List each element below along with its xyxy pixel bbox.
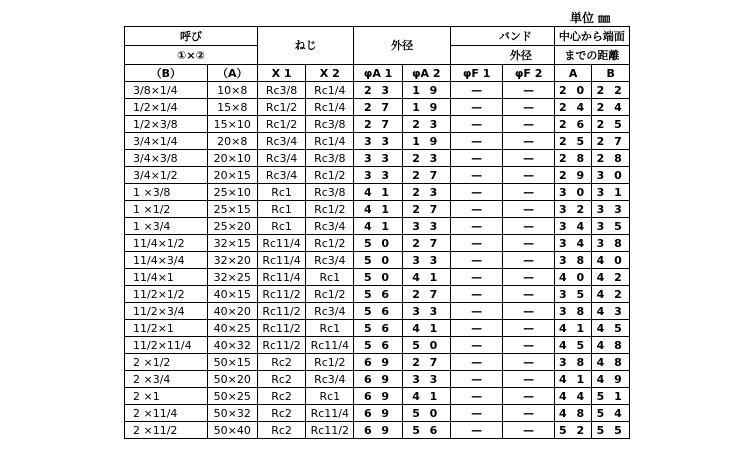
table-cell: 25×15 [207,201,257,218]
table-cell: 3/4×3/8 [125,150,208,167]
table-cell: 1/2×3/8 [125,116,208,133]
table-cell: 6 9 [354,422,402,439]
table-cell: 25×10 [207,184,257,201]
table-cell: 4 0 [592,252,630,269]
table-cell: Rc11/2 [257,320,305,337]
table-cell: 2 ×11/2 [125,422,208,439]
table-cell: 11/2×1 [125,320,208,337]
table-cell: 4 1 [402,269,450,286]
table-cell: 3 8 [554,252,592,269]
table-cell: Rc11/4 [306,405,354,422]
table-cell: 3/4×1/4 [125,133,208,150]
table-cell: Rc3/4 [306,218,354,235]
table-cell: — [503,388,554,405]
table-cell: — [503,354,554,371]
table-cell: 11/2×1/2 [125,286,208,303]
table-cell: — [503,99,554,116]
table-cell: — [503,320,554,337]
table-cell: Rc2 [257,371,305,388]
table-cell: 2 3 [354,82,402,99]
table-cell: Rc11/2 [306,422,354,439]
table-cell: Rc1 [257,218,305,235]
table-cell: Rc1/4 [306,82,354,99]
table-cell: 6 9 [354,388,402,405]
table-cell: — [503,371,554,388]
table-cell: 2 9 [554,167,592,184]
subheader-cell: A [554,65,592,82]
table-cell: 5 1 [592,388,630,405]
table-cell: 3 3 [402,218,450,235]
table-cell: 2 6 [554,116,592,133]
table-cell: 11/2×11/4 [125,337,208,354]
table-cell: 3 3 [354,150,402,167]
table-cell: — [503,337,554,354]
header-row-3 [125,65,630,82]
table-row [125,371,630,388]
table-cell: — [503,133,554,150]
table-cell: 2 5 [554,133,592,150]
table-row [125,320,630,337]
table-cell: 5 0 [402,337,450,354]
table-cell: 2 2 [592,82,630,99]
table-cell: Rc1/2 [306,354,354,371]
subheader-cell: φA 2 [402,65,450,82]
subheader-cell: φF 1 [450,65,503,82]
table-cell: 2 7 [402,167,450,184]
table-cell: 3/4×1/2 [125,167,208,184]
table-cell: — [450,201,503,218]
table-cell: — [503,218,554,235]
table-cell: 3 5 [554,286,592,303]
table-cell: Rc1/2 [306,286,354,303]
table-cell: — [503,303,554,320]
table-cell: 3 3 [402,303,450,320]
table-row [125,303,630,320]
table-cell: 2 7 [402,286,450,303]
table-cell: Rc3/4 [257,167,305,184]
table-row [125,422,630,439]
table-cell: 11/2×3/4 [125,303,208,320]
header-outer-dia: 外径 [354,27,450,65]
table-row [125,235,630,252]
table-cell: 1 ×3/8 [125,184,208,201]
table-cell: 40×32 [207,337,257,354]
table-row [125,388,630,405]
table-cell: — [450,184,503,201]
table-cell: — [450,422,503,439]
table-cell: 5 6 [354,303,402,320]
table-cell: Rc2 [257,422,305,439]
table-row [125,167,630,184]
table-cell: — [450,150,503,167]
table-cell: — [450,133,503,150]
table-cell: 50×32 [207,405,257,422]
subheader-cell: （B） [125,65,208,82]
table-cell: 4 1 [554,371,592,388]
header-row-1 [125,27,630,46]
table-cell: 4 3 [592,303,630,320]
table-cell: 40×20 [207,303,257,320]
table-cell: 2 5 [592,116,630,133]
table-cell: 3 4 [554,235,592,252]
table-cell: 5 6 [354,337,402,354]
table-cell: — [450,371,503,388]
table-cell: 4 5 [592,320,630,337]
table-cell: Rc3/8 [306,150,354,167]
table-cell: 5 6 [354,286,402,303]
table-cell: 4 4 [554,388,592,405]
table-cell: — [450,252,503,269]
table-cell: 1/2×1/4 [125,99,208,116]
table-row [125,99,630,116]
subheader-cell: X 2 [306,65,354,82]
header-nominal-2: ①×② [125,46,258,65]
table-cell: 32×25 [207,269,257,286]
table-cell: 10×8 [207,82,257,99]
table-cell: 2 ×1 [125,388,208,405]
table-cell: 2 ×3/4 [125,371,208,388]
table-cell: Rc3/4 [257,133,305,150]
table-cell: Rc11/2 [257,286,305,303]
table-cell: 11/4×1 [125,269,208,286]
table-cell: 15×10 [207,116,257,133]
table-cell: — [503,150,554,167]
table-cell: 2 0 [554,82,592,99]
table-cell: Rc1 [257,184,305,201]
table-cell: Rc11/4 [257,269,305,286]
header-thread: ねじ [257,27,353,65]
table-row [125,269,630,286]
table-cell: — [503,201,554,218]
table-cell: 50×20 [207,371,257,388]
table-cell: 1 9 [402,82,450,99]
table-row [125,150,630,167]
table-cell: Rc1/4 [306,133,354,150]
table-cell: Rc1/2 [306,201,354,218]
table-cell: — [450,337,503,354]
subheader-cell: B [592,65,630,82]
table-row [125,133,630,150]
table-cell: 1 9 [402,133,450,150]
table-cell: 5 2 [554,422,592,439]
table-cell: 2 3 [402,150,450,167]
table-cell: Rc1 [257,201,305,218]
table-cell: — [450,405,503,422]
table-cell: 2 ×11/4 [125,405,208,422]
table-cell: 40×15 [207,286,257,303]
table-cell: — [503,235,554,252]
table-cell: Rc1 [306,320,354,337]
table-cell: 20×10 [207,150,257,167]
table-cell: 3 8 [554,354,592,371]
table-cell: 5 6 [402,422,450,439]
table-cell: — [450,269,503,286]
table-cell: 20×8 [207,133,257,150]
table-cell: 50×25 [207,388,257,405]
table-cell: 3 0 [554,184,592,201]
table-cell: Rc3/4 [306,371,354,388]
table-cell: Rc2 [257,405,305,422]
table-cell: Rc3/8 [306,184,354,201]
table-cell: 4 1 [354,184,402,201]
table-cell: 11/4×1/2 [125,235,208,252]
table-cell: — [503,82,554,99]
table-cell: Rc11/2 [257,337,305,354]
subheader-cell: φA 1 [354,65,402,82]
table-cell: 4 5 [554,337,592,354]
table-cell: 5 0 [354,235,402,252]
table-cell: 32×20 [207,252,257,269]
table-cell: 2 8 [554,150,592,167]
table-body [125,82,630,439]
table-cell: 6 9 [354,405,402,422]
table-cell: 2 8 [592,150,630,167]
table-cell: — [450,99,503,116]
table-cell: 5 0 [354,252,402,269]
table-cell: 3 3 [402,371,450,388]
subheader-cell: φF 2 [503,65,554,82]
table-row [125,252,630,269]
header-center-1: 中心から端面 [554,27,629,46]
table-cell: — [503,422,554,439]
table-cell: — [503,184,554,201]
table-cell: Rc3/4 [306,303,354,320]
table-row [125,201,630,218]
table-cell: 2 3 [402,116,450,133]
table-cell: 3 8 [592,235,630,252]
table-cell: 4 9 [592,371,630,388]
table-cell: — [450,354,503,371]
table-cell: 2 7 [354,99,402,116]
table-cell: 2 7 [402,201,450,218]
dimension-table [124,26,630,439]
table-cell: — [450,218,503,235]
table-cell: — [503,405,554,422]
table-cell: 4 1 [402,388,450,405]
table-cell: 20×15 [207,167,257,184]
table-cell: — [450,235,503,252]
table-cell: 6 9 [354,371,402,388]
table-cell: 6 9 [354,354,402,371]
header-center-2: までの距離 [554,46,629,65]
table-cell: — [450,388,503,405]
table-cell: 3 8 [554,303,592,320]
table-cell: 3 3 [354,167,402,184]
table-row [125,286,630,303]
table-cell: 5 0 [354,269,402,286]
table-cell: Rc1/4 [306,99,354,116]
table-cell: Rc11/4 [257,252,305,269]
table-row [125,116,630,133]
table-row [125,354,630,371]
table-cell: — [503,252,554,269]
table-cell: 4 2 [592,269,630,286]
table-cell: 25×20 [207,218,257,235]
header-band-1: バンド [450,27,554,46]
table-cell: 4 8 [554,405,592,422]
table-cell: 5 4 [592,405,630,422]
table-cell: — [503,269,554,286]
table-cell: — [450,167,503,184]
table-cell: 4 2 [592,286,630,303]
table-cell: 5 0 [402,405,450,422]
table-cell: 32×15 [207,235,257,252]
table-cell: — [450,82,503,99]
table-cell: 2 7 [402,235,450,252]
table-cell: 2 4 [554,99,592,116]
table-cell: 4 1 [402,320,450,337]
table-cell: Rc11/4 [257,235,305,252]
table-cell: 1 9 [402,99,450,116]
table-cell: 1 ×1/2 [125,201,208,218]
table-cell: Rc1 [306,269,354,286]
table-cell: — [450,303,503,320]
table-cell: 3 1 [592,184,630,201]
table-row [125,184,630,201]
table-cell: 50×40 [207,422,257,439]
table-row [125,405,630,422]
table-cell: 40×25 [207,320,257,337]
table-cell: 4 1 [554,320,592,337]
table-cell: 3 3 [354,133,402,150]
table-cell: 5 5 [592,422,630,439]
table-cell: Rc11/4 [306,337,354,354]
table-cell: Rc1 [306,388,354,405]
table-cell: 3 0 [592,167,630,184]
table-cell: Rc11/2 [257,303,305,320]
table-cell: 2 4 [592,99,630,116]
table-cell: 11/4×3/4 [125,252,208,269]
header-band-2: 外径 [450,46,554,65]
table-cell: 50×15 [207,354,257,371]
table-cell: 2 3 [402,184,450,201]
table-cell: 4 8 [592,354,630,371]
table-row [125,218,630,235]
table-cell: Rc3/8 [257,82,305,99]
table-cell: 15×8 [207,99,257,116]
table-cell: 4 8 [592,337,630,354]
table-cell: — [503,167,554,184]
table-cell: 3 4 [554,218,592,235]
table-cell: Rc1/2 [257,116,305,133]
subheader-cell: X 1 [257,65,305,82]
table-cell: 5 6 [354,320,402,337]
table-cell: — [503,116,554,133]
table-row [125,337,630,354]
header-nominal-1: 呼び [125,27,258,46]
table-cell: Rc1/2 [306,167,354,184]
table-cell: Rc1/2 [306,235,354,252]
table-cell: — [450,286,503,303]
table-cell: Rc3/4 [257,150,305,167]
table-cell: 3 2 [554,201,592,218]
table-cell: 3/8×1/4 [125,82,208,99]
table-cell: 2 7 [592,133,630,150]
table-cell: 1 ×3/4 [125,218,208,235]
unit-label: 単位 ㎜ [570,11,611,25]
table-cell: 3 5 [592,218,630,235]
subheader-cell: （A） [207,65,257,82]
table-cell: — [450,116,503,133]
table-cell: — [503,286,554,303]
table-cell: Rc3/4 [306,252,354,269]
table-cell: 4 1 [354,201,402,218]
table-cell: 3 3 [402,252,450,269]
table-cell: — [450,320,503,337]
table-cell: 3 3 [592,201,630,218]
table-row [125,82,630,99]
table-cell: 4 1 [354,218,402,235]
table-cell: Rc1/2 [257,99,305,116]
table-cell: Rc2 [257,388,305,405]
table-cell: 4 0 [554,269,592,286]
table-cell: Rc2 [257,354,305,371]
table-cell: Rc3/8 [306,116,354,133]
table-cell: 2 7 [354,116,402,133]
table-cell: 2 7 [402,354,450,371]
table-cell: 2 ×1/2 [125,354,208,371]
